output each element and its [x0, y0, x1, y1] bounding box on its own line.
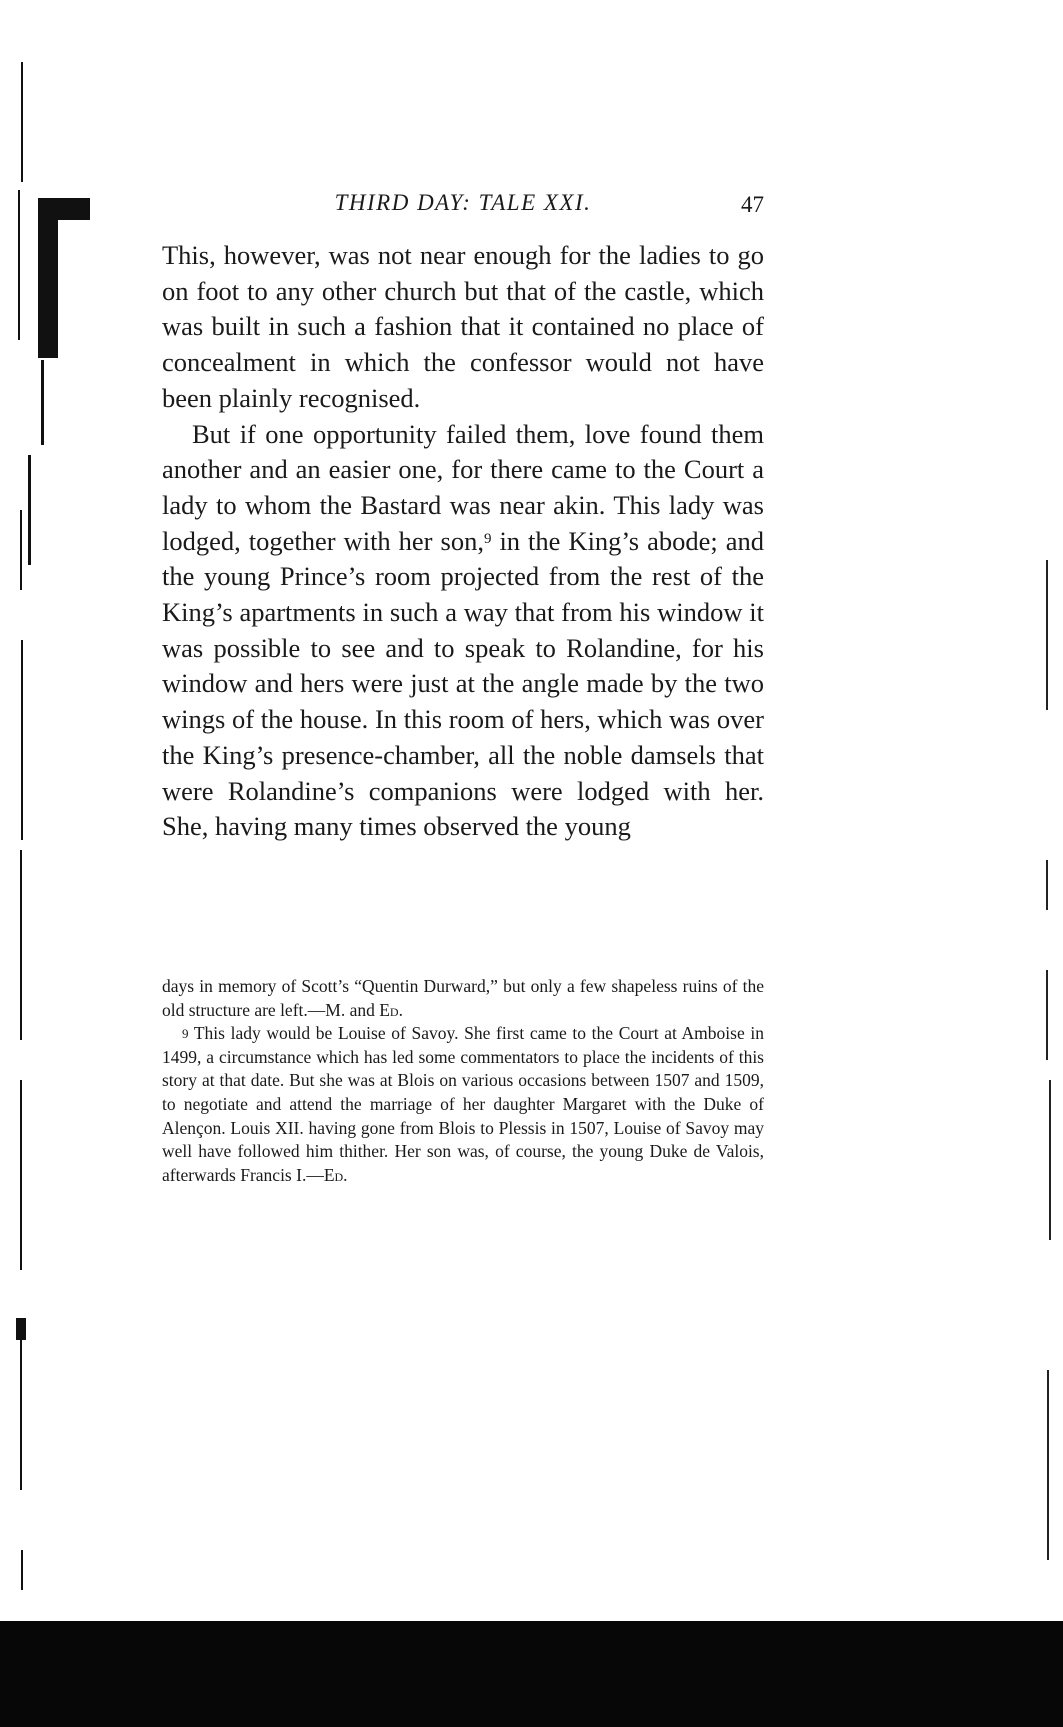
paragraph-text: in the King’s abode; and the young Prince’s room projected from the rest of the King’s apartments in such a way that from his window it was possible to see and to speak to Rolandine, for his window and hers were just at the angle made by the two wings of the house. In this room of hers, which was over the King’s presence-chamber, all the noble damsels that were Rolandine’s companions were lodged with her. She, having many times observed the young	[162, 525, 764, 842]
scan-gutter-line	[28, 455, 31, 565]
scan-right-edge	[1046, 560, 1048, 710]
scan-gutter-blot	[38, 198, 58, 358]
scan-bottom-border	[0, 1621, 1063, 1727]
scan-right-edge	[1047, 1370, 1049, 1560]
page-number: 47	[741, 192, 764, 217]
scan-gutter-blot	[16, 1318, 26, 1340]
body-text	[162, 238, 764, 845]
footnote-text: This lady would be Louise of Savoy. She first came to the Court at Amboise in 1499, a circumstance which has led some commentators to place the incidents of this story at that date. But she was at Blois on various occasions between 1507 and 1509, to negotiate and attend the marriage of her daughter Margaret with the Duke of Alençon. Louis XII. having gone from Blois to Plessis in 1507, Louise of Savoy may well have followed him thither. Her son was, of course, the young Duke de Valois, afterwards Francis I.—	[162, 1023, 764, 1185]
footnote-signoff: Ed.	[323, 1164, 348, 1185]
paragraph-text: But if one opportunity failed them, love found them another and an easier one, for there came to the Court a lady to whom the Bastard was near akin. This lady was lodged, together with her son,	[162, 418, 764, 556]
running-head	[162, 190, 764, 220]
footnote-text: days in memory of Scott’s “Quentin Durward,” but only a few shapeless ruins of the old structure are left.—M. and	[162, 976, 764, 1020]
scan-right-edge	[1046, 860, 1048, 910]
scan-right-edge	[1046, 970, 1048, 1060]
scan-gutter-line	[20, 1080, 22, 1270]
scan-right-edge	[1049, 1080, 1051, 1240]
footnote-9	[162, 1022, 764, 1187]
scan-gutter-line	[21, 1550, 23, 1590]
scan-gutter-line	[21, 640, 23, 840]
footnote-mark: 9	[182, 1026, 189, 1042]
scan-gutter-line	[21, 62, 23, 182]
paragraph: This, however, was not near enough for the ladies to go on foot to any other church but that of the castle, which was built in such a fashion that it contained no place of concealment in which the confessor would not have been plainly recognised.	[162, 240, 764, 413]
scan-gutter-line	[20, 510, 22, 590]
footnotes	[162, 975, 764, 1187]
footnote-signoff: Ed.	[379, 999, 403, 1020]
footnote-reference: 9	[483, 530, 492, 547]
footnote-continuation	[162, 975, 764, 1022]
scan-gutter-line	[41, 360, 44, 445]
scan-gutter-line	[20, 850, 22, 1040]
paragraph	[162, 417, 764, 845]
scan-gutter-line	[18, 190, 20, 340]
scan-gutter-line	[20, 1340, 22, 1490]
running-title: THIRD DAY: TALE XXI.	[334, 190, 592, 215]
